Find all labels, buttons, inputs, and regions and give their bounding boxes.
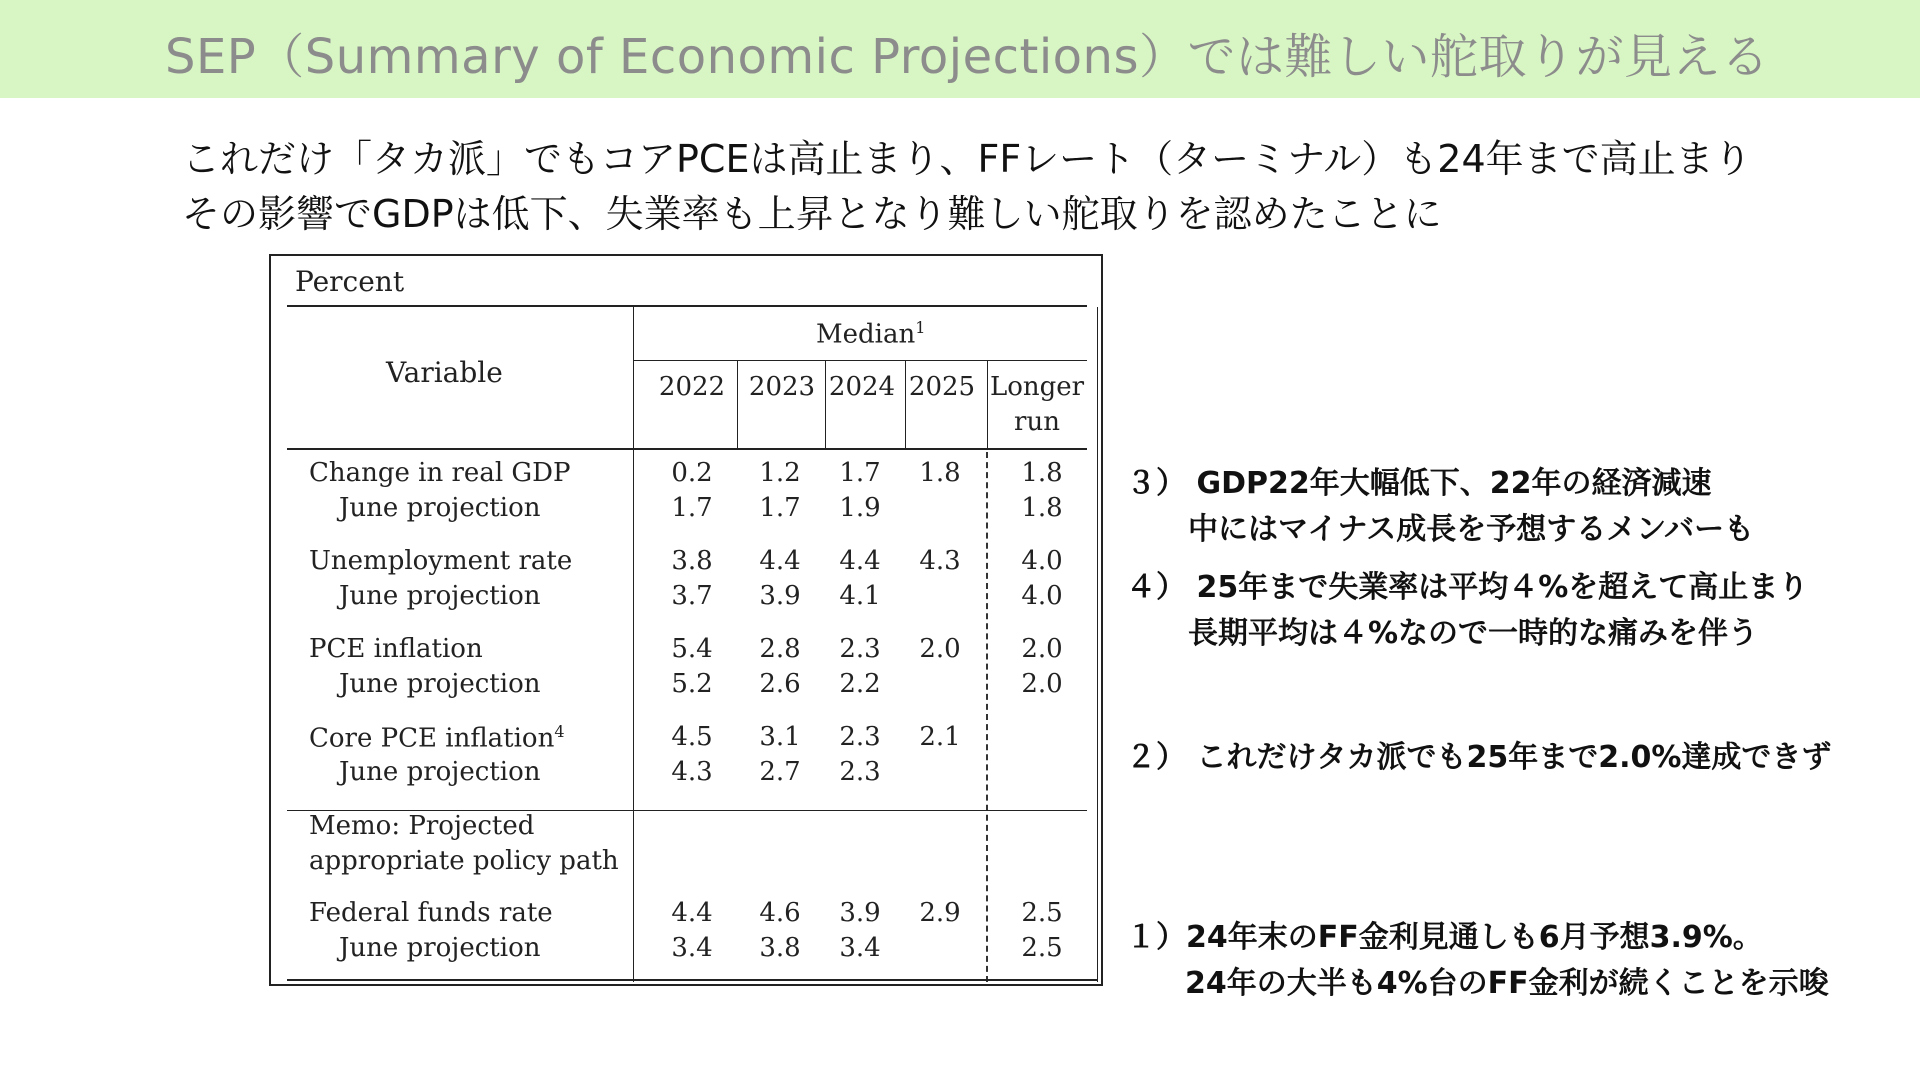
table-bottom-rule: [287, 979, 1097, 981]
right-inner-border: [1097, 307, 1098, 982]
core-pce-2022: 4.5: [671, 722, 713, 752]
label-column-divider: [633, 307, 634, 982]
row-label-gdp: Change in real GDP: [309, 458, 571, 488]
median-footnote: 1: [915, 318, 926, 337]
pce-june-longer-run: 2.0: [1021, 669, 1063, 699]
ffr-2024: 3.9: [839, 898, 881, 928]
note-3-line-1: ３） GDP22年大幅低下、22年の経済減速: [1126, 466, 1712, 501]
header-rule: [287, 305, 1087, 307]
row-label-pce-june: June projection: [339, 669, 541, 699]
col-divider-2024: [825, 360, 826, 448]
core-pce-2024: 2.3: [839, 722, 881, 752]
note-2-line-1: ２） これだけタカ派でも25年まで2.0%達成できず: [1126, 740, 1832, 775]
gdp-longer-run: 1.8: [1021, 458, 1063, 488]
ffr-june-2024: 3.4: [839, 933, 881, 963]
sep-projection-table: [269, 254, 1103, 986]
core-pce-june-2022: 4.3: [671, 757, 713, 787]
unemp-june-2024: 4.1: [839, 581, 881, 611]
unemp-2022: 3.8: [671, 546, 713, 576]
core-pce-2023: 3.1: [759, 722, 801, 752]
median-header: [816, 318, 925, 350]
ffr-2025: 2.9: [919, 898, 961, 928]
pce-2022: 5.4: [671, 634, 713, 664]
row-label-ffr: Federal funds rate: [309, 898, 553, 928]
core-pce-june-2023: 2.7: [759, 757, 801, 787]
ffr-longer-run: 2.5: [1021, 898, 1063, 928]
median-label: Median: [816, 319, 916, 350]
note-1-line-2: 24年の大半も4%台のFF金利が続くことを示唆: [1185, 966, 1829, 1001]
col-divider-longer-run: [987, 360, 988, 448]
median-rule: [633, 360, 1087, 361]
year-2022: 2022: [658, 372, 726, 402]
gdp-june-longer-run: 1.8: [1021, 493, 1063, 523]
subtitle-line-2: その影響でGDPは低下、失業率も上昇となり難しい舵取りを認めたことに: [182, 192, 1442, 236]
unemp-june-longer-run: 4.0: [1021, 581, 1063, 611]
ffr-june-2023: 3.8: [759, 933, 801, 963]
core-pce-june-2024: 2.3: [839, 757, 881, 787]
year-2025: 2025: [908, 372, 976, 402]
pce-2024: 2.3: [839, 634, 881, 664]
pce-june-2022: 5.2: [671, 669, 713, 699]
note-1-line-1: １）24年末のFF金利見通しも6月予想3.9%。: [1126, 920, 1763, 955]
ffr-june-longer-run: 2.5: [1021, 933, 1063, 963]
ffr-2023: 4.6: [759, 898, 801, 928]
pce-june-2024: 2.2: [839, 669, 881, 699]
longer-run-line1: Longer: [989, 372, 1085, 402]
gdp-2023: 1.2: [759, 458, 801, 488]
row-label-core-pce-june: June projection: [339, 757, 541, 787]
core-pce-label: Core PCE inflation: [309, 723, 555, 754]
unemp-longer-run: 4.0: [1021, 546, 1063, 576]
gdp-june-2024: 1.9: [839, 493, 881, 523]
ffr-2022: 4.4: [671, 898, 713, 928]
column-header-rule: [287, 448, 1087, 450]
core-pce-2025: 2.1: [919, 722, 961, 752]
pce-longer-run: 2.0: [1021, 634, 1063, 664]
col-divider-2023: [737, 360, 738, 448]
year-2024: 2024: [828, 372, 896, 402]
unemp-2024: 4.4: [839, 546, 881, 576]
core-pce-footnote: 4: [554, 722, 565, 741]
note-4-line-2: 長期平均は４%なので一時的な痛みを伴う: [1188, 616, 1759, 651]
col-divider-2025: [905, 360, 906, 448]
unemp-2025: 4.3: [919, 546, 961, 576]
memo-line-2: appropriate policy path: [309, 846, 619, 876]
gdp-2024: 1.7: [839, 458, 881, 488]
unemp-june-2023: 3.9: [759, 581, 801, 611]
note-3-line-2: 中にはマイナス成長を予想するメンバーも: [1188, 512, 1755, 547]
longer-run-line2: run: [1014, 407, 1060, 437]
title-bar: [0, 0, 1920, 98]
pce-2025: 2.0: [919, 634, 961, 664]
row-label-pce: PCE inflation: [309, 634, 483, 664]
row-label-unemployment: Unemployment rate: [309, 546, 573, 576]
note-4-line-1: ４） 25年まで失業率は平均４%を超えて高止まり: [1126, 570, 1809, 605]
gdp-2025: 1.8: [919, 458, 961, 488]
row-label-core-pce: [309, 722, 565, 754]
subtitle-line-1: これだけ「タカ派」でもコアPCEは高止まり、FFレート（ターミナル）も24年まで高止まり: [182, 137, 1752, 181]
unemp-june-2022: 3.7: [671, 581, 713, 611]
unemp-2023: 4.4: [759, 546, 801, 576]
memo-line-1: Memo: Projected: [309, 811, 535, 841]
unit-label: Percent: [295, 265, 405, 298]
gdp-2022: 0.2: [671, 458, 713, 488]
gdp-june-2022: 1.7: [671, 493, 713, 523]
pce-june-2023: 2.6: [759, 669, 801, 699]
row-label-gdp-june: June projection: [339, 493, 541, 523]
row-label-unemployment-june: June projection: [339, 581, 541, 611]
row-label-ffr-june: June projection: [339, 933, 541, 963]
longer-run-dashed-divider: [986, 452, 988, 982]
year-2023: 2023: [748, 372, 816, 402]
slide-title: SEP（Summary of Economic Projections）では難しい舵取りが見える: [165, 29, 1770, 85]
gdp-june-2023: 1.7: [759, 493, 801, 523]
pce-2023: 2.8: [759, 634, 801, 664]
ffr-june-2022: 3.4: [671, 933, 713, 963]
variable-header: Variable: [386, 356, 503, 389]
